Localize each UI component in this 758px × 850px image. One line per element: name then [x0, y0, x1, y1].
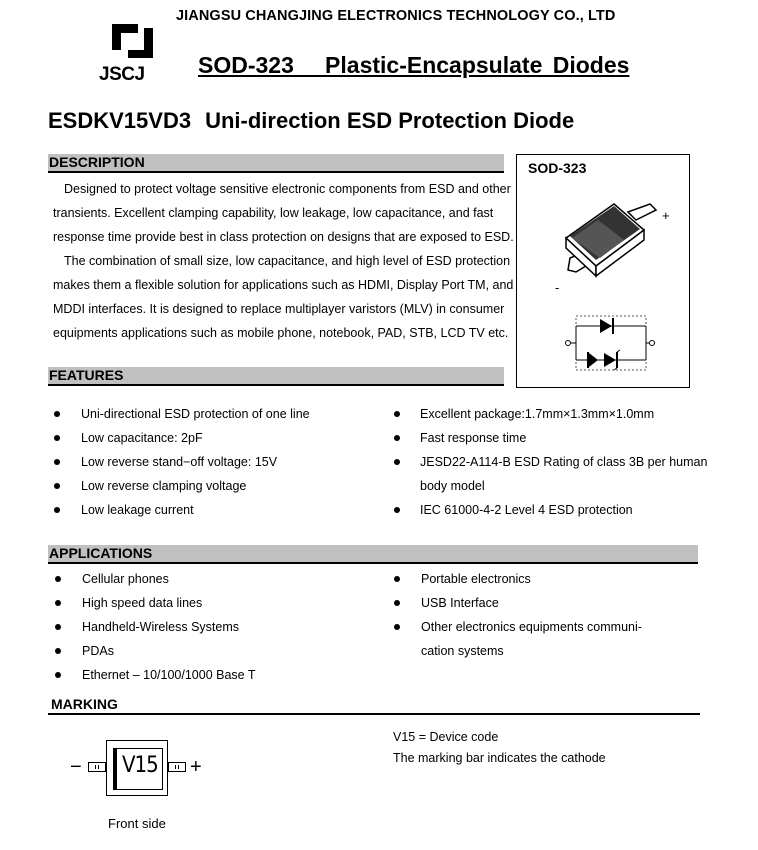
feature-text: Low leakage current — [81, 503, 194, 517]
marking-note-device-code: V15 = Device code — [393, 730, 499, 744]
description-heading-label: DESCRIPTION — [49, 154, 145, 170]
description-line: makes them a flexible solution for applications such as HDMI, Display Port TM, and — [53, 278, 514, 292]
description-line: response time provide best in class protection on designs that are exposed to ESD. — [53, 230, 514, 244]
device-body — [106, 740, 168, 796]
bullet-icon — [55, 576, 61, 582]
features-heading — [48, 367, 504, 386]
list-item — [54, 474, 374, 498]
application-text: Other electronics equipments communi- — [421, 620, 642, 634]
list-item — [55, 663, 375, 687]
list-item — [54, 426, 374, 450]
minus-sign: − — [70, 756, 82, 778]
feature-text: IEC 61000-4-2 Level 4 ESD protection — [420, 503, 633, 517]
list-item — [54, 450, 374, 474]
bullet-icon — [55, 648, 61, 654]
list-item — [55, 639, 375, 663]
list-item — [55, 591, 375, 615]
description-body — [53, 177, 514, 345]
list-item — [54, 402, 374, 426]
feature-text: Low reverse stand−off voltage: 15V — [81, 455, 278, 469]
list-item — [394, 591, 714, 615]
list-item — [394, 474, 714, 498]
list-item — [394, 498, 714, 522]
bullet-icon — [394, 576, 400, 582]
application-text: PDAs — [82, 644, 114, 658]
front-side-label: Front side — [108, 816, 166, 831]
company-name: JIANGSU CHANGJING ELECTRONICS TECHNOLOGY CO., LTD — [176, 8, 616, 24]
part-title — [48, 108, 574, 134]
feature-text: Excellent package:1.7mm×1.3mm×1.0mm — [420, 407, 655, 421]
features-right-list — [394, 402, 714, 522]
application-text: USB Interface — [421, 596, 499, 610]
list-item — [394, 615, 714, 639]
feature-text: JESD22-A114-B ESD Rating of class 3B per human — [420, 455, 708, 469]
sod323-package-drawing — [540, 196, 680, 296]
description-heading — [48, 154, 504, 173]
package-plus-label: + — [662, 208, 670, 223]
anode-lead — [168, 762, 186, 772]
package-minus-label: - — [555, 280, 560, 295]
bullet-icon — [54, 411, 60, 417]
marking-code: V15 — [122, 753, 158, 778]
bullet-icon — [394, 459, 400, 465]
list-item — [394, 450, 714, 474]
features-heading-label: FEATURES — [49, 367, 124, 383]
application-text: High speed data lines — [82, 596, 203, 610]
bullet-icon — [394, 435, 400, 441]
list-item — [394, 639, 714, 663]
bullet-icon — [394, 600, 400, 606]
list-item — [54, 498, 374, 522]
feature-text: Fast response time — [420, 431, 527, 445]
bullet-icon — [394, 507, 400, 513]
application-text: cation systems — [421, 644, 504, 658]
part-number: ESDKV15VD3 — [48, 108, 192, 133]
bullet-icon — [54, 435, 60, 441]
plus-sign: + — [190, 756, 202, 778]
description-line: The combination of small size, low capacitance, and high level of ESD protection — [64, 254, 511, 268]
feature-text: Uni-directional ESD protection of one line — [81, 407, 310, 421]
marking-heading-label: MARKING — [51, 696, 118, 712]
part-description: Uni-direction ESD Protection Diode — [205, 108, 575, 133]
application-text: Handheld-Wireless Systems — [82, 620, 239, 634]
bullet-icon — [54, 507, 60, 513]
features-left-list — [54, 402, 374, 522]
marking-diagram — [66, 738, 216, 798]
logo-text: JSCJ — [99, 64, 145, 85]
description-line: Designed to protect voltage sensitive electronic components from ESD and other — [64, 182, 511, 196]
applications-left-list — [55, 567, 375, 687]
list-item — [55, 615, 375, 639]
description-line: transients. Excellent clamping capability, low leakage, low capacitance, and fast — [53, 206, 494, 220]
bullet-icon — [394, 411, 400, 417]
bullet-icon — [55, 672, 61, 678]
package-title: SOD-323 Plastic-Encapsulate Diodes — [198, 52, 630, 78]
package-box-title: SOD-323 — [528, 160, 587, 176]
cathode-lead — [88, 762, 106, 772]
applications-heading — [48, 545, 698, 564]
bullet-icon — [55, 600, 61, 606]
feature-text: Low capacitance: 2pF — [81, 431, 203, 445]
description-line: MDDI interfaces. It is designed to replace multiplayer varistors (MLV) in consumer — [53, 302, 505, 316]
description-line: equipments applications such as mobile phone, notebook, PAD, STB, LCD TV etc. — [53, 326, 509, 340]
list-item — [394, 426, 714, 450]
bullet-icon — [54, 483, 60, 489]
bullet-icon — [55, 624, 61, 630]
applications-heading-label: APPLICATIONS — [49, 545, 153, 561]
list-item — [55, 567, 375, 591]
application-text: Portable electronics — [421, 572, 531, 586]
list-item — [394, 402, 714, 426]
feature-text: Low reverse clamping voltage — [81, 479, 247, 493]
marking-note-cathode: The marking bar indicates the cathode — [393, 751, 606, 765]
circuit-symbol — [562, 312, 658, 374]
feature-text: body model — [420, 479, 485, 493]
application-text: Cellular phones — [82, 572, 169, 586]
bullet-icon — [394, 624, 400, 630]
application-text: Ethernet – 10/100/1000 Base T — [82, 668, 256, 682]
applications-right-list — [394, 567, 714, 663]
bullet-icon — [54, 459, 60, 465]
list-item — [394, 567, 714, 591]
marking-heading — [48, 696, 700, 715]
